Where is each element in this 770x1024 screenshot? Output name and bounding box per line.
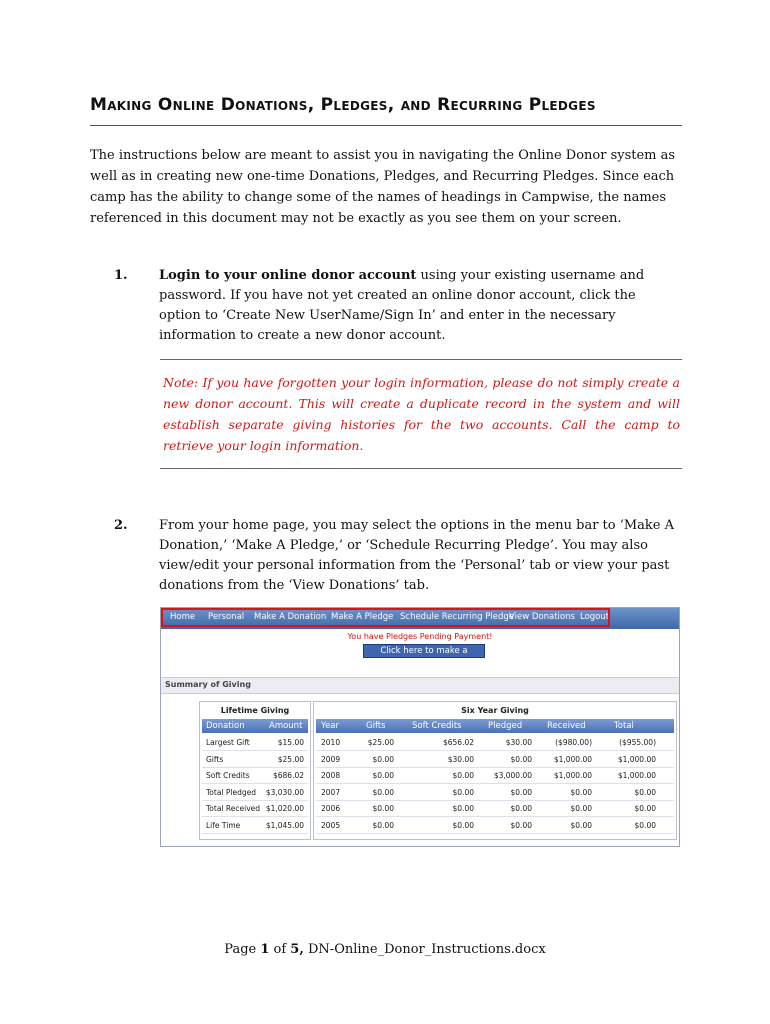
menu-schedule-recurring-pledge[interactable]: Schedule Recurring Pledge — [400, 612, 514, 622]
soft-credits-cell: $0.00 — [452, 820, 474, 830]
lifetime-row — [202, 751, 308, 768]
received-cell: $1,000.00 — [553, 771, 592, 780]
six-year-giving-title: Six Year Giving — [461, 706, 529, 715]
col-donation: Donation — [206, 721, 245, 731]
six-year-row — [316, 817, 674, 834]
col-received: Received — [547, 721, 586, 731]
received-cell: $0.00 — [570, 787, 592, 797]
soft-credits-cell: $656.02 — [442, 738, 474, 747]
lifetime-row — [202, 800, 308, 817]
six-year-table-header — [316, 719, 674, 733]
step-2-text: From your home page, you may select the options in the menu bar to ‘Make A Donation,’ ‘Make A Pledge,’ or ‘Schedule Recurring Pledge’. You may also view/edit your personal information from the ‘Personal’ tab or view your past donations from the ‘View Donations’ tab. — [159, 518, 675, 593]
pledged-cell: $0.00 — [510, 754, 532, 764]
gifts-cell: $0.00 — [372, 787, 394, 797]
gifts-cell: $0.00 — [372, 820, 394, 830]
menu-bar — [161, 608, 679, 629]
col-year: Year — [321, 721, 339, 731]
lifetime-amount-cell: $1,020.00 — [265, 804, 304, 813]
col-pledged: Pledged — [488, 721, 523, 731]
step-1-text — [159, 266, 679, 346]
lifetime-table-header — [202, 719, 308, 733]
intro-paragraph: The instructions below are meant to assist you in navigating the Online Donor system as well as in creating new one-time Donations, Pledges, and Recurring Pledges. Since each camp has the ability to change some of the names of headings in Campwise, the names referenced in this document may not be exactly as you see them on your screen. — [90, 148, 676, 226]
make-payment-button[interactable]: Click here to make a payment — [363, 644, 485, 658]
summary-title: Summary of Giving — [165, 680, 251, 689]
six-year-row — [316, 751, 674, 768]
received-cell: ($980.00) — [555, 738, 592, 747]
footer-page-number: 1 — [260, 942, 270, 957]
menu-highlight-box — [161, 608, 610, 627]
lifetime-giving-title: Lifetime Giving — [220, 706, 290, 715]
six-year-giving-panel — [313, 701, 677, 840]
footer-of: of — [269, 942, 291, 957]
received-cell: $0.00 — [570, 804, 592, 813]
lifetime-giving-panel — [199, 701, 311, 840]
document-title — [90, 95, 680, 115]
title-rule — [90, 125, 682, 126]
gifts-cell: $0.00 — [372, 754, 394, 764]
footer-filename: DN-Online_Donor_Instructions.docx — [303, 942, 546, 957]
lifetime-amount-cell: $686.02 — [272, 771, 304, 780]
note-text: Note: If you have forgotten your login information, please do not simply create a new donor account. This will create a duplicate record in the system and will establish separate giving histories for the two accounts. Call the camp to retrieve your login information. — [163, 375, 680, 453]
lifetime-row — [202, 784, 308, 801]
gifts-cell: $25.00 — [367, 738, 394, 747]
total-cell: $0.00 — [634, 820, 656, 830]
lifetime-label-cell: Largest Gift — [206, 738, 250, 747]
lifetime-row — [202, 767, 308, 784]
lifetime-amount-cell: $25.00 — [277, 754, 304, 764]
gifts-cell: $0.00 — [372, 804, 394, 813]
lifetime-amount-cell: $1,045.00 — [265, 820, 304, 830]
lifetime-amount-cell: $3,030.00 — [265, 787, 304, 797]
year-cell: 2009 — [321, 754, 341, 764]
menu-logout[interactable]: Logout — [580, 612, 610, 622]
menu-make-donation[interactable]: Make A Donation — [254, 612, 327, 622]
title-text: Making Online Donations, Pledges, and Recurring Pledges — [90, 95, 596, 115]
total-cell: $0.00 — [634, 787, 656, 797]
menu-personal[interactable]: Personal — [208, 612, 245, 622]
lifetime-row — [202, 734, 308, 751]
footer-prefix: Page — [224, 942, 261, 957]
lifetime-label-cell: Gifts — [206, 754, 224, 764]
step-2-number: 2. — [114, 518, 128, 533]
note-bottom-rule — [160, 468, 682, 469]
pledged-cell: $0.00 — [510, 804, 532, 813]
pledged-cell: $3,000.00 — [493, 771, 532, 780]
gifts-cell: $0.00 — [372, 771, 394, 780]
total-cell: $1,000.00 — [617, 771, 656, 780]
donor-portal-screenshot — [160, 607, 680, 847]
six-year-row — [316, 800, 674, 817]
total-cell: $0.00 — [634, 804, 656, 813]
year-cell: 2005 — [321, 820, 341, 830]
menu-home[interactable]: Home — [170, 612, 196, 622]
col-gifts: Gifts — [366, 721, 386, 731]
step-1-number: 1. — [114, 268, 128, 283]
footer-page-total: 5, — [290, 942, 304, 957]
note-top-rule — [160, 359, 682, 360]
pending-payment-alert: You have Pledges Pending Payment! — [347, 632, 493, 641]
total-cell: ($955.00) — [619, 738, 656, 747]
menu-make-pledge[interactable]: Make A Pledge — [331, 612, 394, 622]
soft-credits-cell: $0.00 — [452, 771, 474, 780]
received-cell: $0.00 — [570, 820, 592, 830]
step-1-body: using your existing username and password. If you have not yet created an online donor account, click the option to ‘Create New UserName/Sign In’ and enter in the necessary information to create a new donor account. — [159, 268, 645, 343]
received-cell: $1,000.00 — [553, 754, 592, 764]
col-total: Total — [614, 721, 634, 731]
soft-credits-cell: $0.00 — [452, 787, 474, 797]
six-year-row — [316, 767, 674, 784]
six-year-row — [316, 784, 674, 801]
soft-credits-cell: $30.00 — [447, 754, 474, 764]
summary-of-giving-bar — [161, 677, 679, 694]
lifetime-label-cell: Total Pledged — [206, 787, 257, 797]
total-cell: $1,000.00 — [617, 754, 656, 764]
page-footer — [0, 942, 770, 957]
year-cell: 2008 — [321, 771, 341, 780]
col-soft-credits: Soft Credits — [412, 721, 462, 731]
pledged-cell: $0.00 — [510, 820, 532, 830]
lifetime-label-cell: Life Time — [206, 820, 241, 830]
lifetime-row — [202, 817, 308, 834]
six-year-row — [316, 734, 674, 751]
year-cell: 2006 — [321, 804, 341, 813]
step-1-bold: Login to your online donor account — [159, 268, 417, 283]
year-cell: 2010 — [321, 738, 341, 747]
menu-view-donations[interactable]: View Donations — [509, 612, 575, 622]
col-amount: Amount — [269, 721, 303, 731]
pledged-cell: $0.00 — [510, 787, 532, 797]
year-cell: 2007 — [321, 787, 341, 797]
soft-credits-cell: $0.00 — [452, 804, 474, 813]
pledged-cell: $30.00 — [505, 738, 532, 747]
lifetime-label-cell: Soft Credits — [206, 771, 250, 780]
lifetime-label-cell: Total Received — [206, 804, 261, 813]
lifetime-amount-cell: $15.00 — [277, 738, 304, 747]
